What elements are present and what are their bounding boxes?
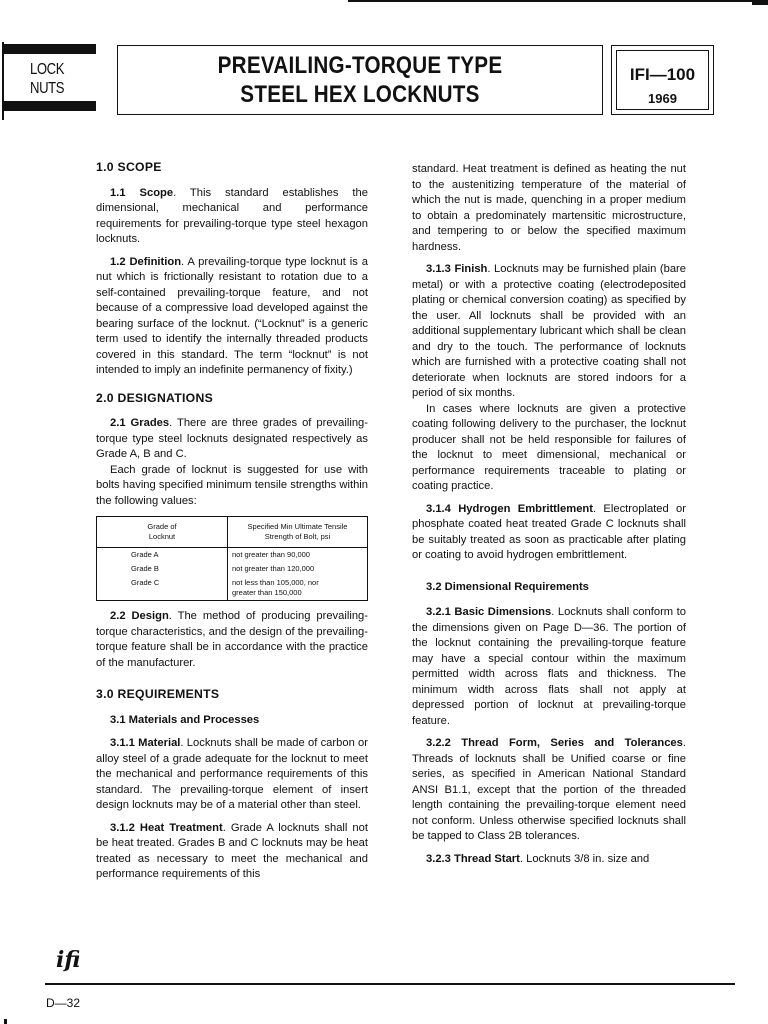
- para-3-2-1-text: . Locknuts shall conform to the dimensions given on Page D—36. The portion of the locknut containing the prevailing-torque feature may have a special contour within the maximum permitted width across flats and thickness. The minimum width across flats shall not apply at depressed portion of locknut at prevailing-torque feature.: [412, 606, 686, 727]
- strength-cell: not greater than 90,000: [232, 550, 310, 559]
- section-3-2-heading: 3.2 Dimensional Requirements: [426, 580, 589, 593]
- para-3-1-1-text: . Locknuts shall be made of carbon or alloy steel of a grade adequate for the locknut to meet the mechanical and performance requirements of this standard. The prevailing-torque element of insert design locknuts may be of a material other than steel.: [96, 737, 368, 811]
- para-2-1-text: . There are three grades of prevailing-torque type steel locknuts designated respectively as Grade A, B and C.: [96, 417, 368, 460]
- para-3-1-2-lead: 3.1.2 Heat Treatment: [110, 821, 223, 834]
- para-2-1-lead: 2.1 Grades: [110, 417, 170, 429]
- scope-heading: 1.0 SCOPE: [96, 160, 162, 174]
- standard-code-box: [611, 45, 714, 115]
- para-1-2: [96, 255, 368, 379]
- para-2-2-text: . The method of producing prevailing-torque characteristics, and the design of the prevailing-torque feature shall be in accordance with the practice of the manufacturer.: [96, 610, 368, 669]
- section-3-1-heading: 3.1 Materials and Processes: [110, 713, 260, 726]
- top-rule-tab: [752, 0, 768, 5]
- para-3-1-3: [412, 262, 686, 402]
- para-3-1-4: [412, 502, 686, 564]
- right-column: [412, 162, 686, 874]
- grades-table-header-row: [97, 517, 368, 548]
- para-3-2-3-text: . Locknuts 3/8 in. size and: [519, 852, 650, 865]
- grades-table: [96, 516, 368, 601]
- para-3-1-1-lead: 3.1.1 Material: [110, 737, 181, 749]
- para-3-2-1: [412, 605, 686, 729]
- side-label-bar-top: [4, 44, 96, 54]
- strength-cell: not less than 105,000, nor greater than 150,000: [232, 578, 319, 597]
- para-3-1-4-text: . Electroplated or phosphate coated heat treated Grade C locknuts shall be suitably treated as soon as practicable after plating or coating to avoid hydrogen embrittlement.: [412, 502, 687, 561]
- para-1-2-text: . A prevailing-torque type locknut is a nut which is frictionally resistant to rotation due to a self-contained prevailing-torque feature, and not because of a compressive load developed against the bearing surface of the locknut. (“Locknut” is a generic term used to identify the internally threaded products covered in this standard. The term “locknut” is not intended to imply an indefinite permanency of fixity.): [96, 255, 368, 376]
- para-2-1b: Each grade of locknut is suggested for use with bolts having specified minimum tensile strengths within the following values:: [96, 463, 368, 507]
- title-line2: STEEL HEX LOCKNUTS: [240, 81, 480, 108]
- para-1-1: [96, 186, 368, 248]
- page-number: D—32: [46, 996, 81, 1010]
- table-row: [97, 562, 368, 576]
- col2-header-line2: Strength of Bolt, psi: [264, 532, 331, 541]
- side-label: [30, 60, 71, 98]
- grade-cell: Grade B: [97, 562, 228, 576]
- para-2-2: [96, 609, 368, 671]
- para-3-1-2: [96, 821, 368, 883]
- para-1-1-lead: 1.1 Scope: [110, 186, 174, 199]
- designations-heading: 2.0 DESIGNATIONS: [96, 390, 213, 405]
- title-box: [117, 45, 603, 115]
- col1-header-line2: Locknut: [148, 532, 176, 541]
- side-label-bar-bottom: [4, 101, 96, 111]
- grade-cell: Grade C: [97, 576, 228, 601]
- side-label-line2: NUTS: [30, 80, 65, 97]
- standard-year: 1969: [648, 91, 677, 106]
- table-row: [97, 548, 368, 563]
- requirements-heading: 3.0 REQUIREMENTS: [96, 687, 220, 701]
- para-2-2-lead: 2.2 Design: [110, 610, 169, 622]
- para-3-1-3b: In cases where locknuts are given a protective coating following delivery to the purchaser, the locknut producer shall not be held responsible for failures of the locknut to meet dimensional, mechanical or performance requirements traceable to plating or coating practice.: [412, 402, 686, 492]
- left-column: [96, 160, 368, 890]
- ifi-logo: ifi: [56, 947, 81, 973]
- standard-code: IFI—100: [629, 65, 696, 84]
- para-3-1-4-lead: 3.1.4 Hydrogen Embrittlement: [426, 502, 593, 515]
- title-line1: PREVAILING-TORQUE TYPE: [217, 52, 503, 79]
- grades-table-col1-header: [97, 517, 228, 548]
- side-label-line1: LOCK: [30, 61, 65, 78]
- para-3-2-2-text: . Threads of locknuts shall be Unified coarse or fine series, as specified in American National Standard ANSI B1.1, except that the portion of the threaded length containing the prevailing-torque element need not conform. Unless otherwise specified locknuts shall be tapped to Class 2B tolerances.: [412, 737, 686, 842]
- para-3-1-3-lead: 3.1.3 Finish: [426, 263, 488, 275]
- para-1-1-text: . This standard establishes the dimensional, mechanical and performance requirements for prevailing-torque type steel hexagon locknuts.: [96, 186, 368, 245]
- para-3-1-2-continued: standard. Heat treatment is defined as heating the nut to the austenitizing temperature of the material of which the nut is made, quenching in a proper medium to obtain a predominately martensitic microstructure, and tempering to or below the specified maximum hardness.: [412, 163, 686, 253]
- footer-rule: [45, 983, 735, 985]
- para-3-1-2-text: . Grade A locknuts shall not be heat treated. Grades B and C locknuts may be heat treated as necessary to meet the mechanical and performance requirements of this: [96, 821, 368, 880]
- top-rule: [348, 0, 768, 2]
- col2-header-line1: Specified Min Ultimate Tensile: [247, 522, 348, 531]
- para-3-2-2: [412, 736, 686, 845]
- col1-header-line1: Grade of: [147, 522, 177, 531]
- para-3-1-1: [96, 736, 368, 814]
- grade-cell: Grade A: [97, 548, 228, 563]
- para-3-2-3: [412, 852, 686, 868]
- para-3-2-2-lead: 3.2.2 Thread Form, Series and Tolerances: [426, 737, 683, 749]
- para-2-1: [96, 416, 368, 463]
- table-row: [97, 576, 368, 601]
- grades-table-col2-header: [228, 517, 368, 548]
- strength-cell: not greater than 120,000: [232, 564, 315, 573]
- para-3-2-3-lead: 3.2.3 Thread Start: [426, 852, 520, 865]
- para-3-1-3-text: . Locknuts may be furnished plain (bare metal) or with a protective coating (electrodeposited plating or chemical conversion coating) as specified by the user. All locknuts shall be provided with an additional supplementary lubricant which shall be clean and dry to the touch. The performance of locknuts which are furnished with a protective coating shall not deteriorate when locknuts are stored indoors for a period of six months.: [412, 263, 686, 399]
- corner-mark: [4, 1019, 7, 1024]
- para-1-2-lead: 1.2 Definition: [110, 255, 182, 268]
- para-3-2-1-lead: 3.2.1 Basic Dimensions: [426, 606, 552, 618]
- standard-code-box-inner: [616, 50, 709, 110]
